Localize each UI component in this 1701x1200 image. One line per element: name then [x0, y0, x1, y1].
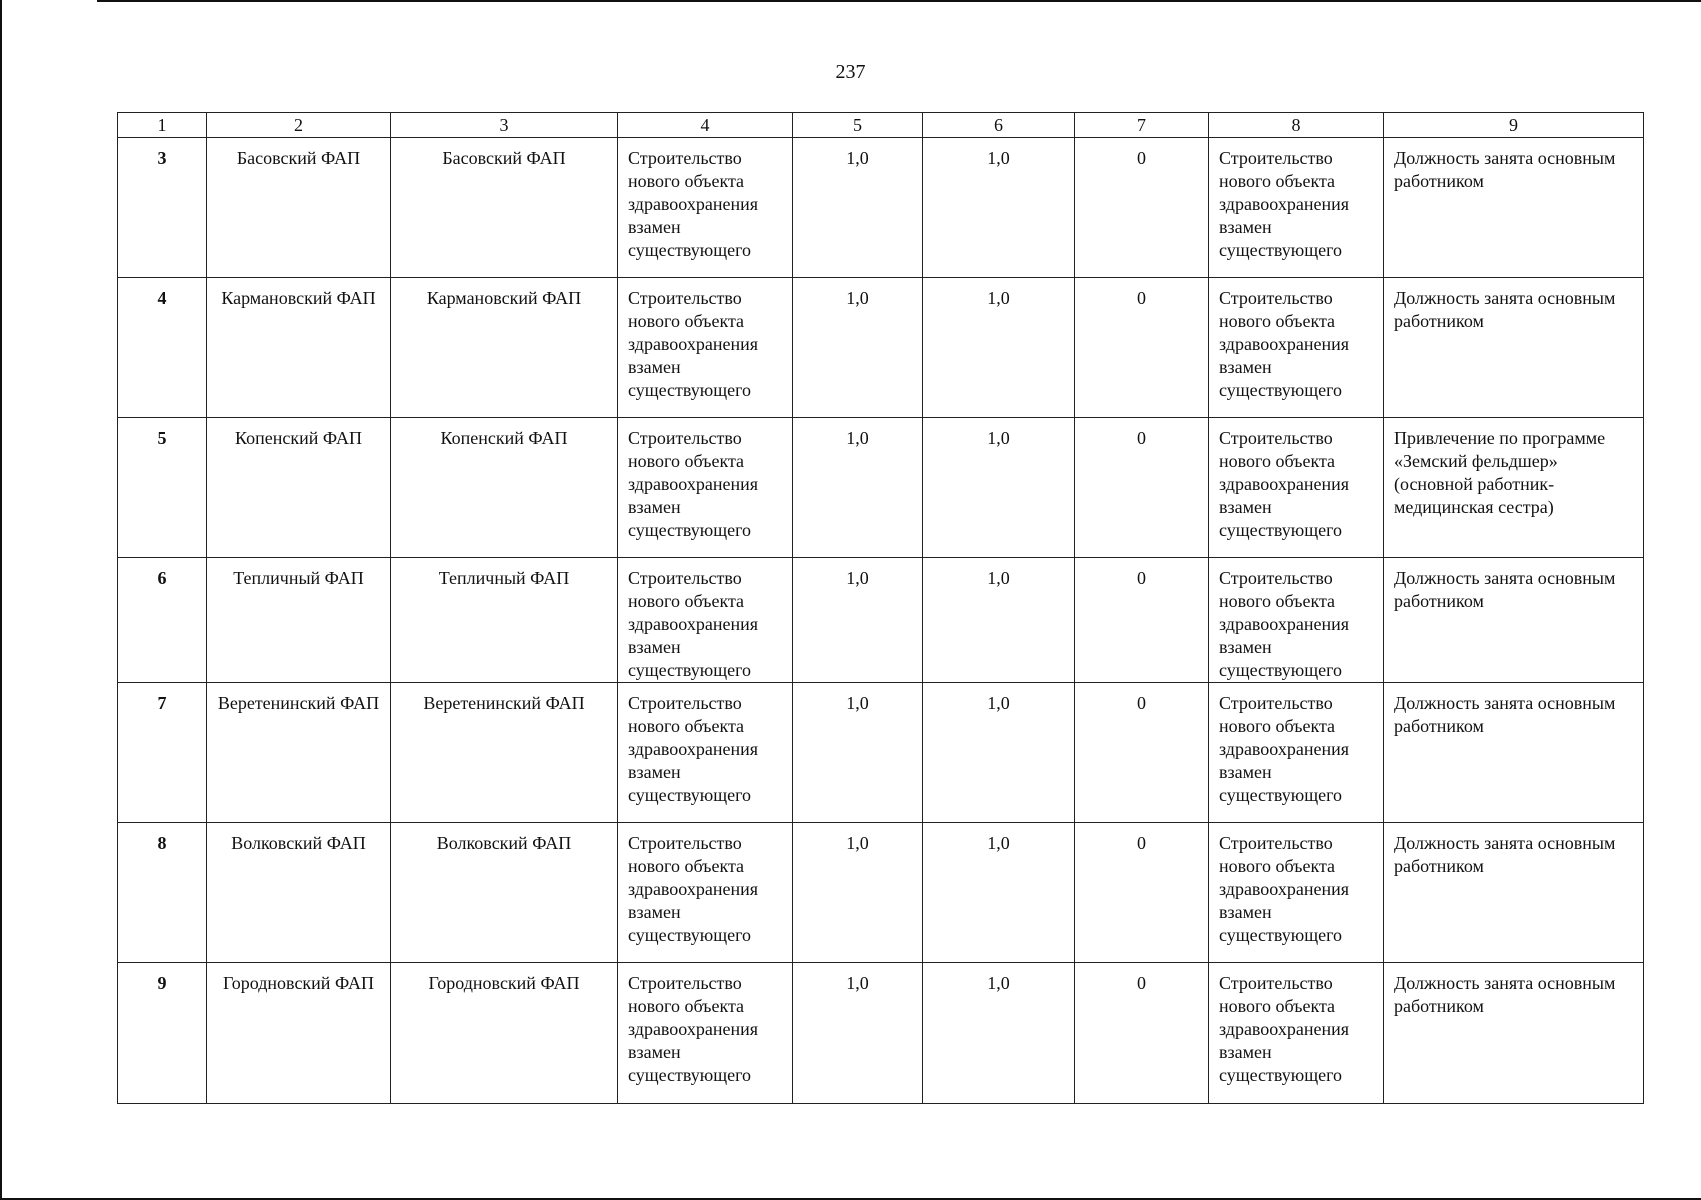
- staffing-note: Должность занята основным работником: [1384, 823, 1644, 963]
- left-border-rule: [0, 0, 2, 1200]
- table-row: [118, 683, 1644, 823]
- value-col6: 1,0: [923, 278, 1075, 418]
- facility-name: Городновский ФАП: [207, 963, 391, 1104]
- value-col5: 1,0: [793, 683, 923, 823]
- staffing-note: Привлечение по программе «Земский фельдшер» (основной работник- медицинская сестра): [1384, 418, 1644, 558]
- action-description: Строительство нового объекта здравоохранения взамен существующего: [618, 278, 793, 418]
- row-number: 8: [118, 823, 207, 963]
- action-description: Строительство нового объекта здравоохранения взамен существующего: [618, 418, 793, 558]
- value-col7: 0: [1075, 278, 1209, 418]
- action-description-col8: Строительство нового объекта здравоохранения взамен существующего: [1209, 823, 1384, 963]
- facility-name-alt: Басовский ФАП: [391, 138, 618, 278]
- facility-name: Кармановский ФАП: [207, 278, 391, 418]
- row-number: 6: [118, 558, 207, 683]
- value-col5: 1,0: [793, 418, 923, 558]
- action-description: Строительство нового объекта здравоохранения взамен существующего: [618, 558, 793, 683]
- staffing-note: Должность занята основным работником: [1384, 278, 1644, 418]
- column-header: 6: [923, 113, 1075, 138]
- column-header: 3: [391, 113, 618, 138]
- action-description-col8: Строительство нового объекта здравоохранения взамен существующего: [1209, 278, 1384, 418]
- facility-name: Басовский ФАП: [207, 138, 391, 278]
- value-col7: 0: [1075, 418, 1209, 558]
- action-description: Строительство нового объекта здравоохранения взамен существующего: [618, 963, 793, 1104]
- facility-name: Копенский ФАП: [207, 418, 391, 558]
- row-number: 4: [118, 278, 207, 418]
- data-table: [117, 112, 1644, 1104]
- facility-name: Веретенинский ФАП: [207, 683, 391, 823]
- table-row: [118, 558, 1644, 683]
- value-col6: 1,0: [923, 683, 1075, 823]
- staffing-note: Должность занята основным работником: [1384, 138, 1644, 278]
- action-description-col8: Строительство нового объекта здравоохранения взамен существующего: [1209, 418, 1384, 558]
- value-col5: 1,0: [793, 138, 923, 278]
- row-number: 3: [118, 138, 207, 278]
- page-number: 237: [835, 61, 866, 83]
- action-description: Строительство нового объекта здравоохранения взамен существующего: [618, 138, 793, 278]
- facility-name-alt: Городновский ФАП: [391, 963, 618, 1104]
- value-col7: 0: [1075, 138, 1209, 278]
- staffing-note: Должность занята основным работником: [1384, 558, 1644, 683]
- facility-name-alt: Кармановский ФАП: [391, 278, 618, 418]
- staffing-note: Должность занята основным работником: [1384, 963, 1644, 1104]
- facility-name-alt: Веретенинский ФАП: [391, 683, 618, 823]
- column-header: 2: [207, 113, 391, 138]
- action-description: Строительство нового объекта здравоохранения взамен существующего: [618, 823, 793, 963]
- value-col5: 1,0: [793, 278, 923, 418]
- value-col6: 1,0: [923, 823, 1075, 963]
- value-col6: 1,0: [923, 418, 1075, 558]
- action-description-col8: Строительство нового объекта здравоохранения взамен существующего: [1209, 963, 1384, 1104]
- facility-name-alt: Тепличный ФАП: [391, 558, 618, 683]
- table-row: [118, 963, 1644, 1104]
- value-col7: 0: [1075, 683, 1209, 823]
- column-header: 1: [118, 113, 207, 138]
- action-description-col8: Строительство нового объекта здравоохранения взамен существующего: [1209, 138, 1384, 278]
- table-row: [118, 418, 1644, 558]
- value-col7: 0: [1075, 963, 1209, 1104]
- column-header: 8: [1209, 113, 1384, 138]
- top-border-rule: [97, 0, 1701, 2]
- action-description: Строительство нового объекта здравоохранения взамен существующего: [618, 683, 793, 823]
- column-header: 4: [618, 113, 793, 138]
- value-col5: 1,0: [793, 558, 923, 683]
- value-col5: 1,0: [793, 823, 923, 963]
- value-col5: 1,0: [793, 963, 923, 1104]
- row-number: 5: [118, 418, 207, 558]
- table-row: [118, 278, 1644, 418]
- column-header: 9: [1384, 113, 1644, 138]
- facility-name: Волковский ФАП: [207, 823, 391, 963]
- action-description-col8: Строительство нового объекта здравоохранения взамен существующего: [1209, 558, 1384, 683]
- action-description-col8: Строительство нового объекта здравоохранения взамен существующего: [1209, 683, 1384, 823]
- facility-name-alt: Копенский ФАП: [391, 418, 618, 558]
- row-number: 9: [118, 963, 207, 1104]
- column-header: 5: [793, 113, 923, 138]
- column-number-row: [118, 113, 1644, 138]
- table-row: [118, 138, 1644, 278]
- value-col6: 1,0: [923, 963, 1075, 1104]
- column-header: 7: [1075, 113, 1209, 138]
- value-col7: 0: [1075, 558, 1209, 683]
- value-col7: 0: [1075, 823, 1209, 963]
- table-row: [118, 823, 1644, 963]
- facility-name: Тепличный ФАП: [207, 558, 391, 683]
- value-col6: 1,0: [923, 138, 1075, 278]
- value-col6: 1,0: [923, 558, 1075, 683]
- row-number: 7: [118, 683, 207, 823]
- staffing-note: Должность занята основным работником: [1384, 683, 1644, 823]
- facility-name-alt: Волковский ФАП: [391, 823, 618, 963]
